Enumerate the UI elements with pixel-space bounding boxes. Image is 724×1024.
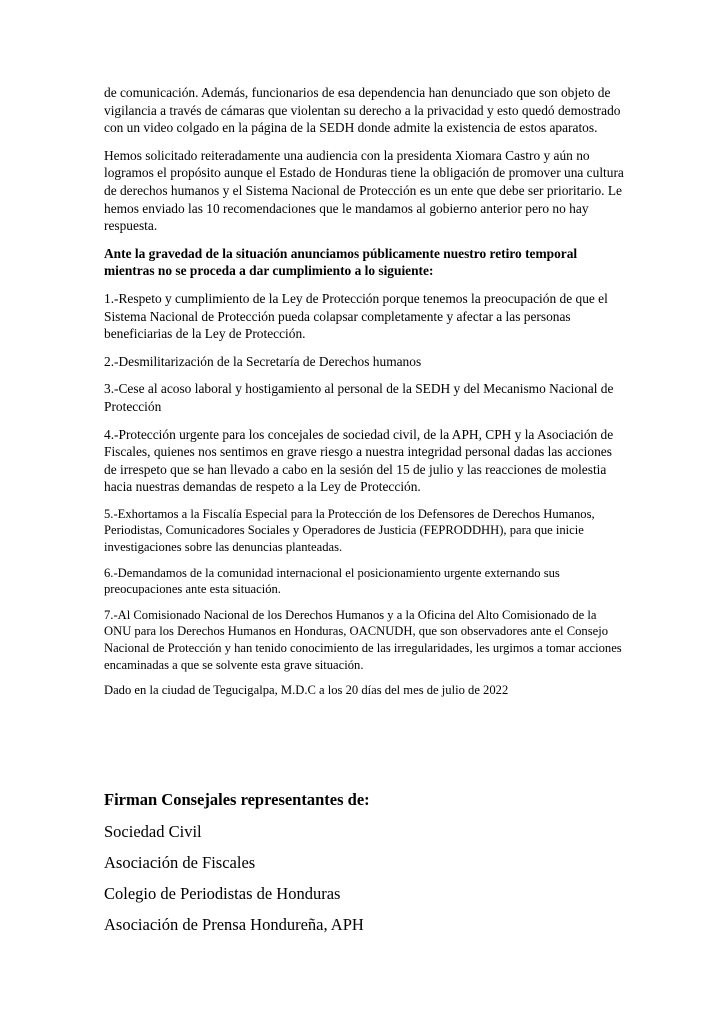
- signatories-title: Firman Consejales representantes de:: [104, 790, 370, 809]
- signatory-item: Colegio de Periodistas de Honduras: [104, 884, 341, 903]
- signatories-block: [104, 790, 664, 946]
- demand-item-2: 2.-Desmilitarización de la Secretaría de Derechos humanos: [104, 353, 422, 369]
- demand-item-7: 7.-Al Comisionado Nacional de los Derechos Humanos y a la Oficina del Alto Comisionado de la ONU para los Derechos Humanos en Honduras, OACNUDH, que son observadores ante el Consejo Nacional de Protección y han tenido conocimiento de las irregularidades, les urgimos a tomar acciones encaminadas a que se solvente esta grave situación.: [104, 607, 622, 672]
- dated-line: Dado en la ciudad de Tegucigalpa, M.D.C a los 20 días del mes de julio de 2022: [104, 683, 509, 698]
- signatory-item: Sociedad Civil: [104, 822, 202, 841]
- paragraph-audience-request: Hemos solicitado reiteradamente una audiencia con la presidenta Xiomara Castro y aún no logramos el propósito aunque el Estado de Honduras tiene la obligación de promover una cultura de derechos humanos y el Sistema Nacional de Protección es un ente que debe ser prioritario. Le hemos enviado las 10 recomendaciones que le mandamos al gobierno anterior pero no hay respuesta.: [104, 147, 624, 234]
- demand-item-3: 3.-Cese al acoso laboral y hostigamiento al personal de la SEDH y del Mecanismo Nacional de Protección: [104, 381, 614, 414]
- document-body: [104, 84, 624, 708]
- paragraph-surveillance: de comunicación. Además, funcionarios de esa dependencia han denunciado que son objeto de vigilancia a través de cámaras que violentan su derecho a la privacidad y esto quedó demostrado con un video colgado en la página de la SEDH donde admite la existencia de estos aparatos.: [104, 85, 621, 136]
- demand-item-5: 5.-Exhortamos a la Fiscalía Especial para la Protección de los Defensores de Derechos Humanos, Periodistas, Comunicadores Sociales y Operadores de Justicia (FEPRODDHH), para que inicie investigaciones sobre las denuncias planteadas.: [104, 506, 595, 555]
- demand-item-6: 6.-Demandamos de la comunidad internacional el posicionamiento urgente externando sus preocupaciones ante esta situación.: [104, 565, 560, 597]
- signatory-item: Asociación de Prensa Hondureña, APH: [104, 915, 364, 934]
- demand-item-4: 4.-Protección urgente para los concejales de sociedad civil, de la APH, CPH y la Asociación de Fiscales, quienes nos sentimos en grave riesgo a nuestra integridad personal dadas las acciones de irrespeto que se han llevado a cabo en la sesión del 15 de julio y las reacciones de molestia hacia nuestras demandas de respeto a la Ley de Protección.: [104, 426, 614, 495]
- paragraph-announcement: Ante la gravedad de la situación anunciamos públicamente nuestro retiro temporal mientras no se proceda a dar cumplimiento a lo siguiente:: [104, 245, 578, 279]
- demand-item-1: 1.-Respeto y cumplimiento de la Ley de Protección porque tenemos la preocupación de que el Sistema Nacional de Protección pueda colapsar completamente y afectar a las personas beneficiarias de la Ley de Protección.: [104, 290, 608, 342]
- signatory-item: Asociación de Fiscales: [104, 853, 256, 872]
